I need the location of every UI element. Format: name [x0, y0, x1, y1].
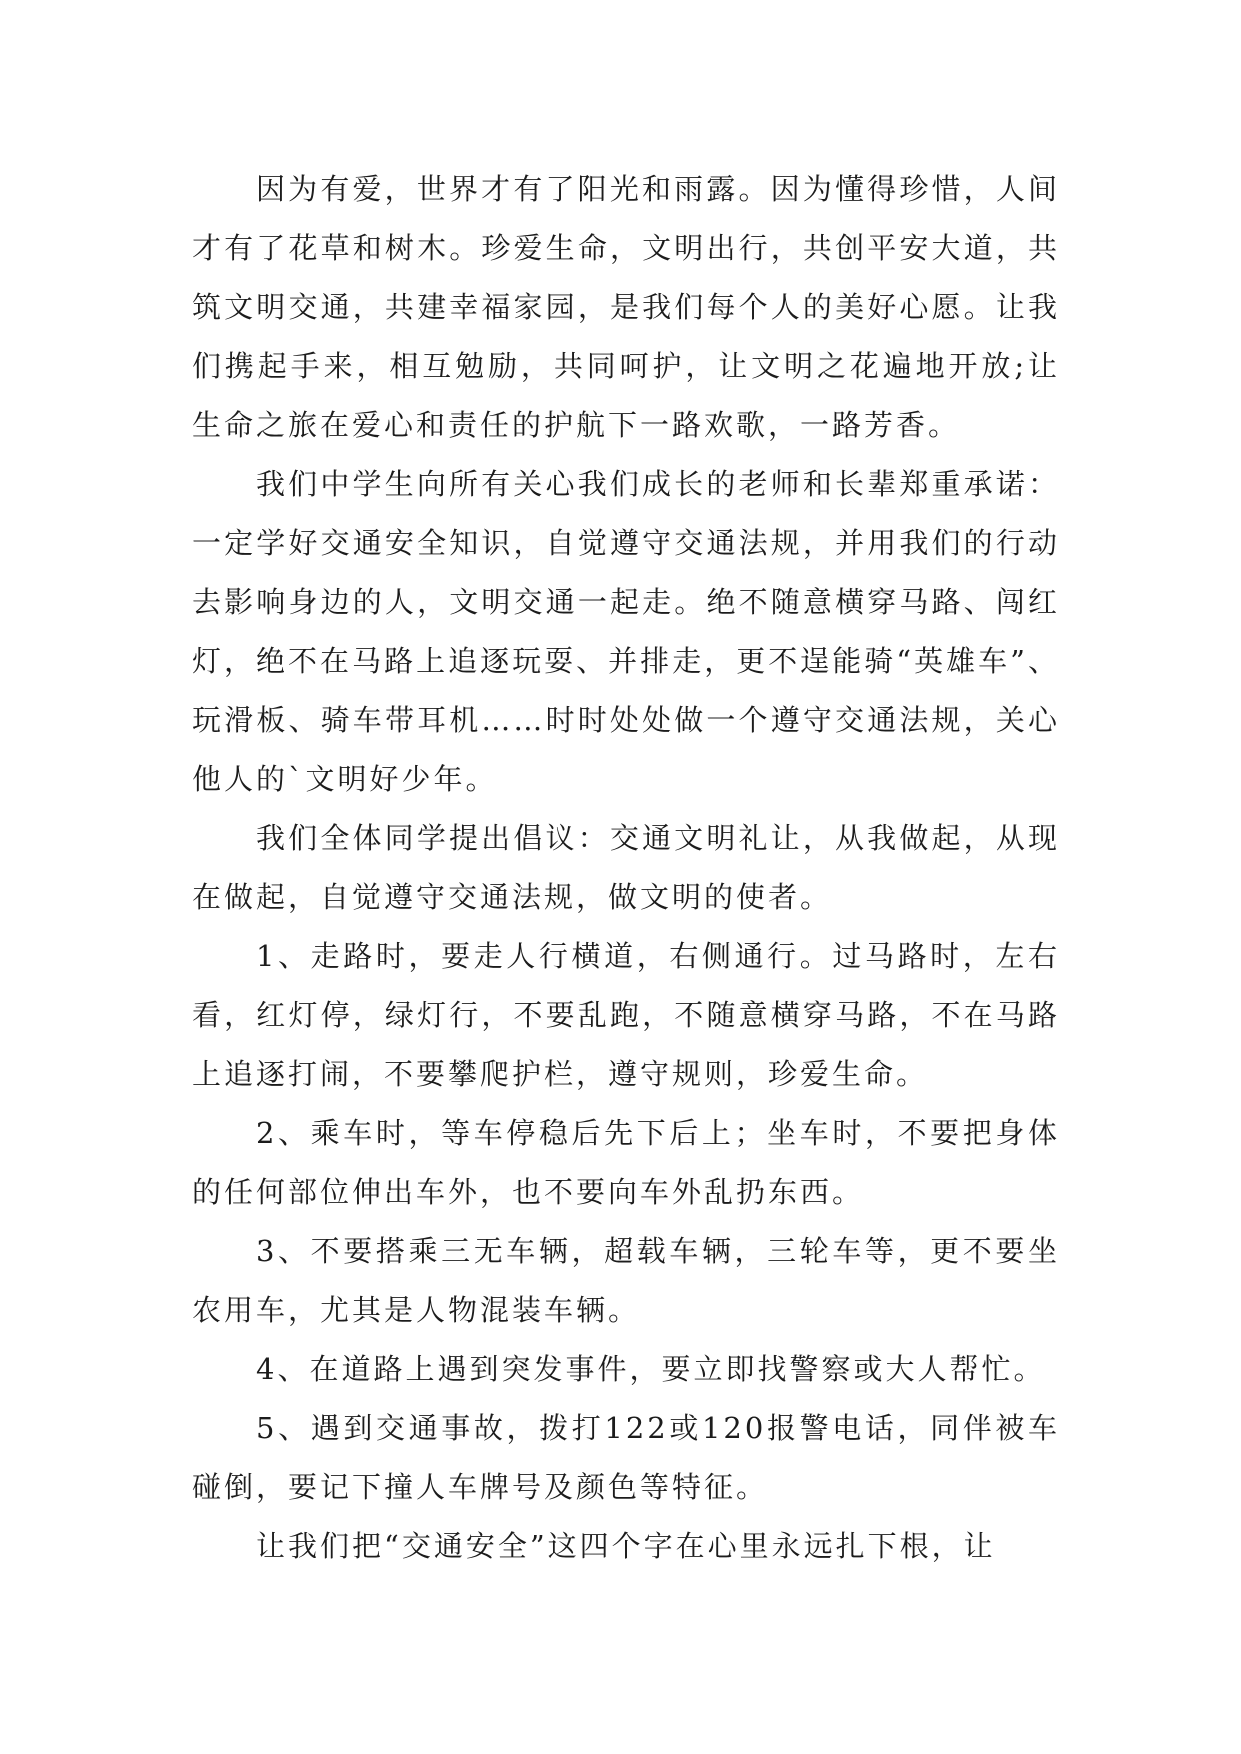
paragraph-proposal: 我们全体同学提出倡议：交通文明礼让，从我做起，从现在做起，自觉遵守交通法规，做文明的使者。 — [192, 821, 1060, 914]
list-item-vehicles: 3、不要搭乘三无车辆，超载车辆，三轮车等，更不要坐农用车，尤其是人物混装车辆。 — [192, 1234, 1060, 1327]
list-item-walking: 1、走路时，要走人行横道，右侧通行。过马路时，左右看，红灯停，绿灯行，不要乱跑，不随意横穿马路，不在马路上追逐打闹，不要攀爬护栏，遵守规则，珍爱生命。 — [192, 939, 1060, 1091]
document-body — [192, 160, 1060, 1576]
paragraph-closing: 让我们把“交通安全”这四个字在心里永远扎下根，让 — [256, 1529, 996, 1563]
list-item-riding: 2、乘车时，等车停稳后先下后上；坐车时，不要把身体的任何部位伸出车外，也不要向车外乱扔东西。 — [192, 1116, 1060, 1209]
list-item-emergency: 4、在道路上遇到突发事件，要立即找警察或大人帮忙。 — [256, 1352, 1046, 1386]
paragraph-intro: 因为有爱，世界才有了阳光和雨露。因为懂得珍惜，人间才有了花草和树木。珍爱生命，文明出行，共创平安大道，共筑文明交通，共建幸福家园，是我们每个人的美好心愿。让我们携起手来，相互勉励，共同呵护，让文明之花遍地开放;让生命之旅在爱心和责任的护航下一路欢歌，一路芳香。 — [192, 172, 1060, 442]
paragraph-promise: 我们中学生向所有关心我们成长的老师和长辈郑重承诺：一定学好交通安全知识，自觉遵守交通法规，并用我们的行动去影响身边的人，文明交通一起走。绝不随意横穿马路、闯红灯，绝不在马路上追逐玩耍、并排走，更不逞能骑“英雄车”、玩滑板、骑车带耳机……时时处处做一个遵守交通法规，关心他人的`文明好少年。 — [192, 467, 1060, 796]
list-item-accident: 5、遇到交通事故，拨打122或120报警电话，同伴被车碰倒，要记下撞人车牌号及颜色等特征。 — [192, 1411, 1060, 1504]
